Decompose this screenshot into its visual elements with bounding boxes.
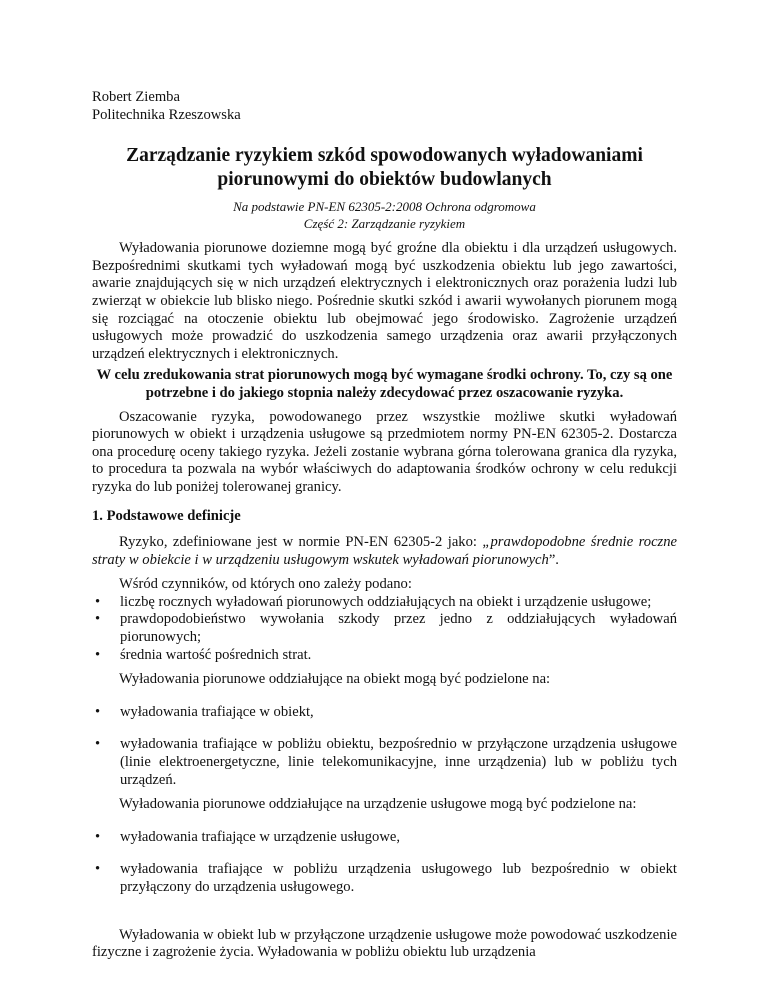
list-item-text: średnia wartość pośrednich strat. bbox=[120, 646, 312, 663]
list-item-text: prawdopodobieństwo wywołania szkody przez jedno z oddziałujących wyładowań piorunowych; bbox=[120, 611, 677, 646]
emphasis-paragraph: W celu zredukowania strat piorunowych mogą być wymagane środki ochrony. To, czy są one potrzebne i do jakiego stopnia należy zdecydować przez oszacowanie ryzyka. bbox=[96, 367, 673, 401]
bullet-icon: • bbox=[95, 593, 101, 610]
definition-intro: Ryzyko, zdefiniowane jest w normie PN-EN 62305-2 jako: bbox=[119, 534, 483, 551]
section-heading: 1. Podstawowe definicje bbox=[92, 507, 241, 524]
service-list bbox=[92, 829, 677, 897]
bullet-icon: • bbox=[95, 611, 101, 628]
risk-definition bbox=[92, 534, 677, 569]
bullet-icon: • bbox=[95, 861, 101, 878]
subtitle-line: Część 2: Zarządzanie ryzykiem bbox=[303, 216, 466, 232]
factors-list bbox=[92, 594, 677, 664]
bullet-icon: • bbox=[95, 646, 101, 663]
assessment-paragraph: Oszacowanie ryzyka, powodowanego przez wszystkie możliwe skutki wyładowań piorunowych w obiekt i urządzenia usługowe są przedmiotem normy PN-EN 62305-2. Dostarcza ona procedurę oceny takiego ryzyka. Jeżeli zostanie wybrana górna tolerowana granica dla ryzyka, to procedura ta pozwala na wybór właściwych do adaptowania środków ochrony w celu redukcji ryzyka do lub poniżej tolerowanej granicy. bbox=[92, 408, 677, 495]
author-name: Robert Ziemba bbox=[92, 89, 180, 105]
list-item bbox=[92, 647, 677, 665]
document-title bbox=[92, 144, 677, 192]
document-page bbox=[92, 89, 677, 962]
factors-intro: Wśród czynników, od których ono zależy podano: bbox=[119, 576, 412, 593]
service-intro: Wyładowania piorunowe oddziałujące na urządzenie usługowe mogą być podzielone na: bbox=[119, 796, 637, 813]
document-subtitle bbox=[92, 198, 677, 232]
intro-paragraph: Wyładowania piorunowe doziemne mogą być groźne dla obiektu i dla urządzeń usługowych. Bezpośrednimi skutkami tych wyładowań mogą być uszkodzenia obiektu lub jego zawartości, awarie znajdujących się w nich urządzeń elektrycznych i elektronicznych oraz porażenia ludzi lub zwierząt w obiekcie lub blisko niego. Pośrednie skutki szkód i awarii wywołanych piorunem mogą się rozciągać na otoczenie obiektu lub obejmować jego środowisko. Zagrożenie urządzeń usługowych może prowadzić do uszkodzenia samego urządzenia oraz awarii przyłączonych urządzeń elektrycznych i elektronicznych. bbox=[92, 240, 677, 362]
list-item bbox=[92, 829, 677, 847]
subtitle-line: Na podstawie PN-EN 62305-2:2008 Ochrona odgromowa bbox=[233, 199, 536, 215]
list-item bbox=[92, 736, 677, 789]
list-item bbox=[92, 611, 677, 646]
list-item-text: wyładowania trafiające w pobliżu obiektu, bezpośrednio w przyłączone urządzenia usługowe (linie elektroenergetyczne, linie telekomunikacyjne, inne urządzenia) lub w pobliżu tych urządzeń. bbox=[120, 736, 677, 788]
definition-quote: „prawdopodobne średnie roczne straty w obiekcie i w urządzeniu usługowym wskutek wyładowań piorunowych bbox=[92, 534, 677, 568]
list-item bbox=[92, 861, 677, 896]
author-affiliation: Politechnika Rzeszowska bbox=[92, 106, 241, 123]
list-item-text: wyładowania trafiające w pobliżu urządzenia usługowego lub bezpośrednio w obiekt przyłączony do urządzenia usługowego. bbox=[120, 861, 677, 895]
object-intro: Wyładowania piorunowe oddziałujące na obiekt mogą być podzielone na: bbox=[119, 671, 551, 688]
object-list bbox=[92, 704, 677, 789]
definition-end: ”. bbox=[548, 551, 559, 568]
list-item bbox=[92, 704, 677, 722]
list-item-text: wyładowania trafiające w urządzenie usługowe, bbox=[120, 828, 400, 845]
bullet-icon: • bbox=[95, 703, 101, 720]
list-item-text: liczbę rocznych wyładowań piorunowych oddziałujących na obiekt i urządzenie usługowe; bbox=[120, 593, 652, 610]
bullet-icon: • bbox=[95, 828, 101, 845]
list-item-text: wyładowania trafiające w obiekt, bbox=[120, 703, 314, 720]
bullet-icon: • bbox=[95, 736, 101, 753]
title-line: Zarządzanie ryzykiem szkód spowodowanych wyładowaniami bbox=[126, 145, 643, 167]
title-line: piorunowymi do obiektów budowlanych bbox=[217, 169, 552, 191]
list-item bbox=[92, 594, 677, 612]
final-paragraph: Wyładowania w obiekt lub w przyłączone urządzenie usługowe może powodować uszkodzenie fizyczne i zagrożenie życia. Wyładowania w pobliżu obiektu lub urządzenia bbox=[92, 926, 677, 961]
